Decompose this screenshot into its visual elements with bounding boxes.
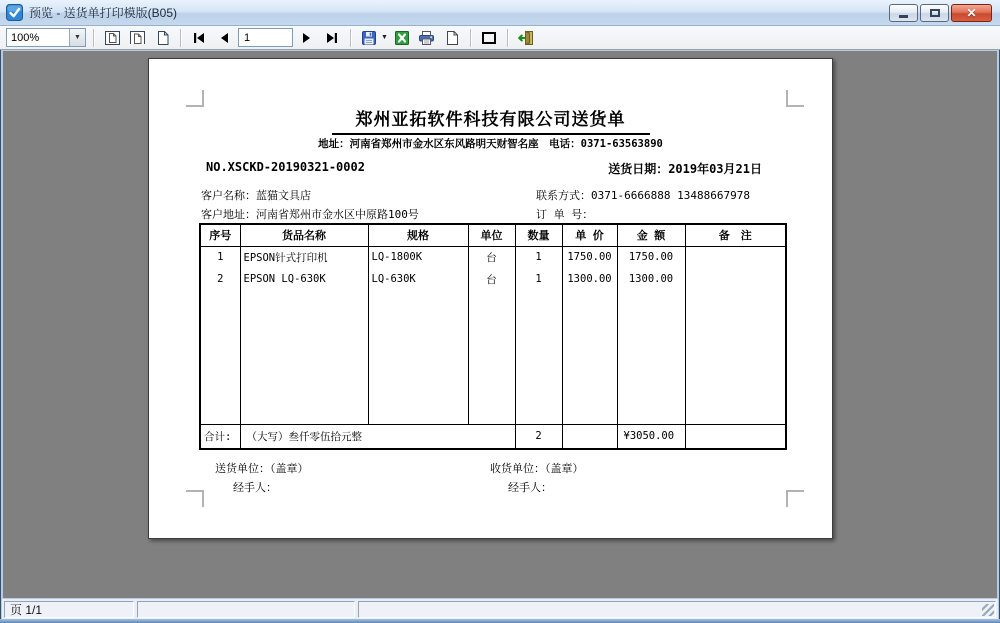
margins-button[interactable] [478,28,500,48]
table-filler-row [200,290,786,424]
next-page-button[interactable] [296,28,318,48]
next-page-icon [301,31,313,45]
resize-grip[interactable] [982,604,994,616]
fit-width-icon [129,30,146,46]
chevron-down-icon[interactable]: ▼ [381,34,388,41]
fit-page-button[interactable] [101,28,123,48]
cell-unit: 台 [468,268,515,290]
maximize-icon [930,9,940,17]
company-title: 郑州亚拓软件科技有限公司送货单 [332,105,650,135]
toolbar-separator [350,29,351,47]
window-frame-bottom [0,619,1000,623]
corner-mark-bottom-left [186,490,204,507]
delivery-date: 送货日期：2019年03月21日 [608,162,762,176]
sender-handler-label: 经手人： [233,481,277,494]
col-header-no: 序号 [200,224,240,246]
sender-signature-label: 送货单位：（盖章） [215,462,309,475]
save-button[interactable] [358,28,380,48]
first-page-button[interactable] [188,28,210,48]
cell-qty: 1 [515,246,562,268]
print-icon [418,30,435,46]
save-split-button[interactable] [358,28,388,48]
window-title: 预览 - 送货单打印模版(B05) [29,6,178,20]
cell-no: 1 [200,246,240,268]
col-header-unit: 单位 [468,224,515,246]
page-setup-button[interactable] [441,28,463,48]
excel-export-icon [394,30,410,46]
toolbar-separator [470,29,471,47]
zoom-level-value: 100% [11,31,40,44]
minimize-icon [899,15,908,18]
preview-canvas [3,51,997,598]
fit-width-button[interactable] [126,28,148,48]
col-header-amount: 金 额 [617,224,685,246]
total-amount-words: （大写）叁仟零伍拾元整 [240,424,515,449]
actual-size-icon [154,30,171,46]
document-page [148,58,833,539]
receiver-signature-label: 收货单位：（盖章） [490,462,584,475]
cell-price: 1750.00 [562,246,617,268]
last-page-button[interactable] [321,28,343,48]
close-icon: ✕ [966,5,977,20]
excel-export-button[interactable] [391,28,413,48]
cell-name: EPSON LQ-630K [240,268,368,290]
table-header-row [200,224,786,246]
cell-qty: 1 [515,268,562,290]
maximize-button[interactable] [920,4,949,22]
customer-address: 客户地址：河南省郑州市金水区中原路100号 [201,208,419,221]
print-button[interactable] [416,28,438,48]
toolbar [0,26,1000,50]
window-controls [889,4,994,22]
cell-amount: 1300.00 [617,268,685,290]
cell-name: EPSON针式打印机 [240,246,368,268]
cell-remark [685,268,786,290]
cell-remark [685,246,786,268]
toolbar-separator [507,29,508,47]
col-header-remark: 备 注 [685,224,786,246]
table-row [200,268,786,290]
fit-page-icon [104,30,121,46]
save-icon [361,30,377,46]
app-logo-icon [6,4,23,21]
first-page-icon [192,31,206,45]
cell-spec: LQ-1800K [368,246,468,268]
col-header-price: 单 价 [562,224,617,246]
customer-name: 客户名称：蓝猫文具店 [201,189,311,202]
close-button[interactable] [951,4,992,22]
contact-info: 联系方式：0371-6666888 13488667978 [536,189,750,202]
minimize-button[interactable] [889,4,918,22]
total-qty: 2 [515,424,562,449]
cell-price: 1300.00 [562,268,617,290]
cell-no: 2 [200,268,240,290]
status-page-info: 页 1/1 [4,601,134,618]
last-page-icon [325,31,339,45]
status-panel [358,601,996,618]
status-panel [137,601,355,618]
table-row [200,246,786,268]
status-bar [2,599,998,619]
items-table [199,223,787,450]
total-amount: ¥3050.00 [617,424,685,449]
actual-size-button[interactable] [151,28,173,48]
order-number-label: 订 单 号： [536,208,594,221]
title-bar [0,0,1000,26]
col-header-spec: 规格 [368,224,468,246]
total-label: 合计: [200,424,240,449]
chevron-down-icon[interactable]: ▼ [69,29,85,46]
col-header-qty: 数量 [515,224,562,246]
exit-button[interactable] [515,28,537,48]
exit-icon [517,30,534,46]
prev-page-icon [218,31,230,45]
cell-amount: 1750.00 [617,246,685,268]
page-setup-icon [444,30,460,46]
margins-icon [480,30,498,46]
receiver-handler-label: 经手人： [508,481,552,494]
table-total-row [200,424,786,449]
zoom-level-select[interactable] [6,28,86,47]
corner-mark-bottom-right [786,490,804,507]
company-address-line: 地址：河南省郑州市金水区东风路明天财智名座 电话：0371-63563890 [318,138,663,150]
cell-unit: 台 [468,246,515,268]
prev-page-button[interactable] [213,28,235,48]
col-header-name: 货品名称 [240,224,368,246]
cell-spec: LQ-630K [368,268,468,290]
page-number-input[interactable] [238,28,293,47]
toolbar-separator [93,29,94,47]
order-no: NO.XSCKD-20190321-0002 [206,160,365,174]
toolbar-separator [180,29,181,47]
